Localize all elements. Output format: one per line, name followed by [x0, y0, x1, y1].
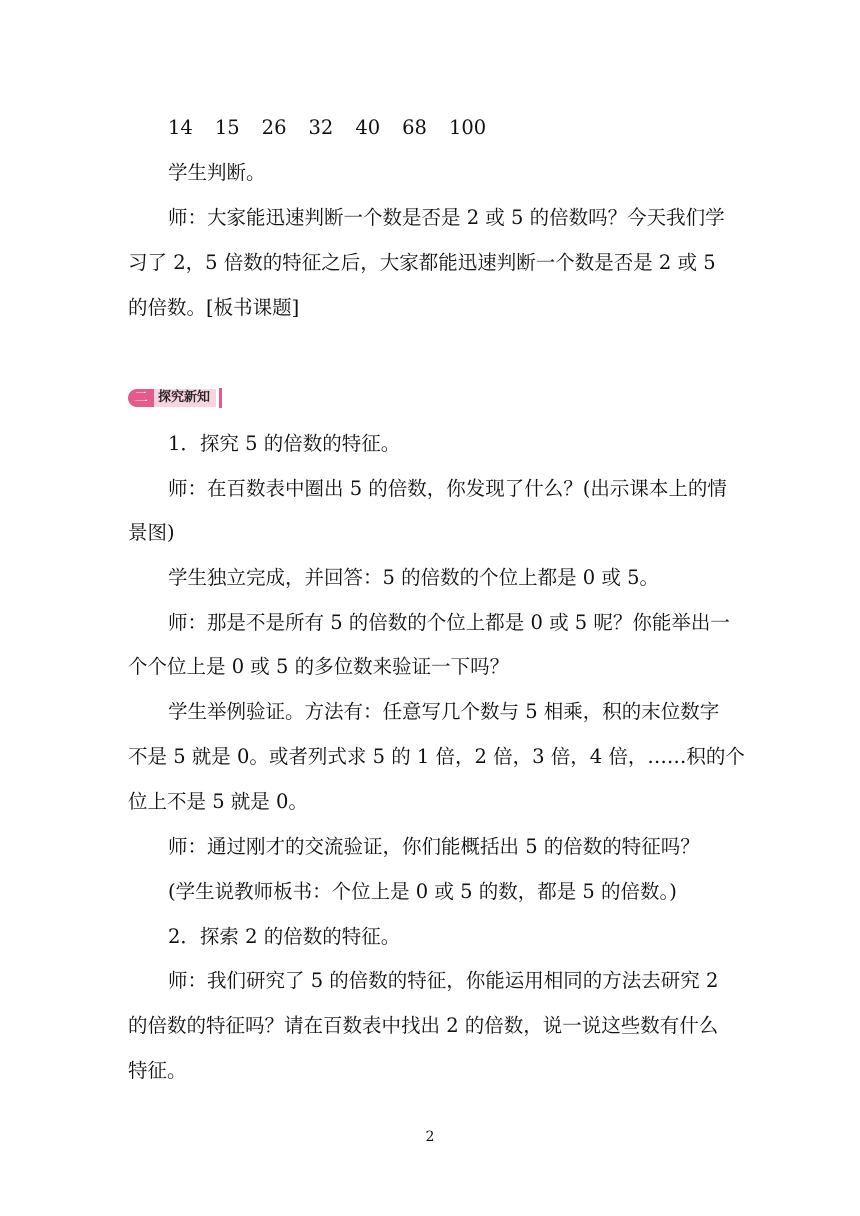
paragraph: 位上不是 5 就是 0。 [128, 790, 308, 813]
number-item: 14 [168, 116, 193, 139]
paragraph: 学生独立完成，并回答：5 的倍数的个位上都是 0 或 5。 [168, 566, 660, 589]
paragraph: 学生举例验证。方法有：任意写几个数与 5 相乘，积的末位数字 [168, 700, 720, 723]
paragraph: 师：大家能迅速判断一个数是否是 2 或 5 的倍数吗？今天我们学 [168, 206, 725, 229]
number-item: 32 [308, 116, 334, 139]
number-item: 68 [402, 116, 427, 139]
section-title: 探究新知 [154, 389, 216, 407]
paragraph: 2．探索 2 的倍数的特征。 [168, 925, 401, 948]
paragraph: 景图) [128, 521, 175, 544]
page-number: 2 [425, 1129, 435, 1145]
paragraph: 师：那是不是所有 5 的倍数的个位上都是 0 或 5 呢？你能举出一 [168, 611, 730, 634]
number-item: 15 [214, 116, 240, 139]
number-item: 26 [261, 116, 287, 139]
paragraph: 特征。 [128, 1059, 187, 1082]
paragraph: 师：我们研究了 5 的倍数的特征，你能运用相同的方法去研究 2 [168, 969, 719, 992]
paragraph: 的倍数。[板书课题] [128, 296, 300, 319]
section-badge [128, 388, 222, 408]
paragraph: 个个位上是 0 或 5 的多位数来验证一下吗？ [128, 655, 510, 678]
paragraph: 学生判断。 [168, 161, 266, 184]
paragraph: (学生说教师板书：个位上是 0 或 5 的数，都是 5 的倍数。) [168, 880, 677, 903]
paragraph: 1．探究 5 的倍数的特征。 [168, 432, 401, 455]
paragraph: 的倍数的特征吗？请在百数表中找出 2 的倍数，说一说这些数有什么 [128, 1014, 719, 1037]
section-number: 二 [128, 389, 154, 407]
paragraph: 师：通过刚才的交流验证，你们能概括出 5 的倍数的特征吗？ [168, 835, 700, 858]
badge-bar [219, 388, 222, 408]
paragraph: 师：在百数表中圈出 5 的倍数，你发现了什么？(出示课本上的情 [168, 477, 727, 500]
number-item: 40 [355, 116, 381, 139]
paragraph: 习了 2，5 倍数的特征之后，大家都能迅速判断一个数是否是 2 或 5 [128, 251, 716, 274]
number-item: 100 [448, 116, 487, 139]
paragraph: 不是 5 就是 0。或者列式求 5 的 1 倍，2 倍，3 倍，4 倍，……积的个 [128, 745, 745, 768]
number-list [168, 115, 778, 141]
